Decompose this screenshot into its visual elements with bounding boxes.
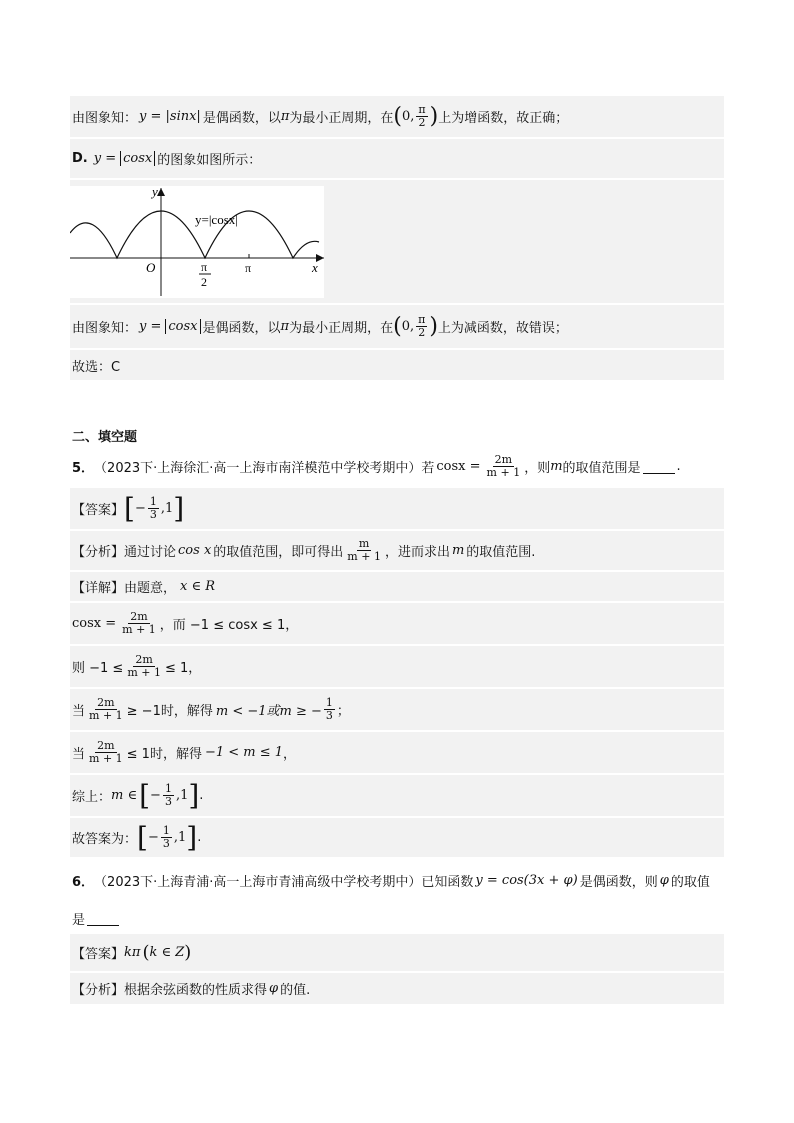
frac-num: 1 [162, 824, 170, 837]
interval-left: 0, [401, 319, 415, 334]
bracket-right: ] [188, 778, 200, 812]
frac-num: 2m [135, 653, 153, 666]
q5-detail [70, 572, 724, 602]
text: 是偶函数，以 [202, 111, 281, 126]
text: 则 −1 ≤ [72, 661, 124, 676]
section-title-text: 二、填空题 [72, 429, 138, 445]
paren-left: ( [393, 103, 402, 129]
frac-den: m + 1 [347, 550, 381, 563]
question-6-line2 [72, 906, 121, 930]
bracket-left: [ [124, 491, 135, 525]
frac-num: m [358, 537, 370, 550]
q-source: （2023下·上海徐汇·高一上海市南洋模范中学校考期中）若 [94, 460, 435, 476]
frac-den: 3 [149, 508, 157, 521]
math-lhs: cosx = [72, 616, 117, 631]
q6-answer [70, 934, 724, 972]
frac-den: m + 1 [486, 465, 521, 479]
math-cos: cos x [178, 543, 212, 558]
fraction [120, 611, 158, 636]
frac-den: m + 1 [127, 666, 161, 679]
q5-analysis [70, 531, 724, 571]
y-label: y [152, 186, 158, 199]
q-number: 6． [72, 874, 95, 890]
math-y: y = [139, 319, 162, 334]
text: 通过讨论 [124, 545, 177, 560]
neg: − [150, 788, 161, 803]
answer-blank [643, 459, 675, 474]
q5-step-1 [70, 603, 724, 645]
label: 【答案】 [72, 947, 125, 962]
frac-num: 2m [97, 696, 115, 709]
math-abs: cosx [165, 319, 200, 334]
fraction [87, 697, 125, 722]
fraction [324, 697, 335, 722]
sec-d-conclusion [70, 305, 724, 349]
rest: ,1 [175, 788, 189, 803]
frac-num: 2m [97, 739, 115, 752]
fraction [125, 654, 163, 679]
text: . [197, 830, 202, 845]
neg: − [134, 501, 146, 516]
rest: ,1 [173, 830, 187, 845]
frac-num: π [418, 313, 426, 326]
fraction [148, 496, 159, 521]
q5-answer [70, 488, 724, 530]
bracket-right: ] [173, 491, 185, 525]
math-sol: m ∈ [111, 788, 138, 803]
label: 【分析】 [72, 983, 125, 998]
text: 是 [72, 912, 86, 928]
text: 的取值范围，即可得出 [213, 545, 344, 560]
x-label: x [312, 260, 318, 275]
text: 是偶函数，则 [579, 874, 658, 890]
neg: − [147, 830, 159, 845]
origin-label: O [146, 260, 156, 275]
math-func: y = cos(3x + φ) [475, 872, 578, 888]
math-var: m [451, 543, 465, 558]
math-value: kπ [124, 945, 141, 960]
text: ≤ 1时，解得 [126, 747, 202, 762]
text: 为最小正周期，在 [289, 321, 394, 336]
frac-num: π [418, 103, 426, 116]
curve-label: y=|cosx| [195, 212, 238, 227]
choose-line [70, 350, 724, 381]
frac-num: 2m [494, 452, 513, 466]
tick-pi-half-den: 2 [201, 275, 207, 289]
fraction [416, 104, 427, 129]
q5-step-2 [70, 646, 724, 688]
text: ； [336, 704, 350, 719]
frac-num: 1 [164, 782, 172, 795]
text: ， [283, 747, 297, 762]
text: 的值. [280, 983, 311, 998]
text: ≤ 1， [164, 661, 202, 676]
frac-den: 2 [418, 116, 426, 129]
text: 当 [72, 747, 86, 762]
paren-right: ) [184, 941, 192, 963]
bracket-right: ] [186, 820, 198, 854]
tick-pi-half-num: π [201, 260, 208, 274]
math-abs: cosx [120, 151, 155, 166]
math-sol: −1 < m ≤ 1 [204, 745, 284, 760]
sec-c-conclusion [70, 96, 724, 138]
text: 当 [72, 704, 86, 719]
text: ，则 [524, 460, 551, 476]
frac-num: 1 [325, 696, 333, 709]
fraction [416, 314, 427, 339]
math-y: y = [93, 151, 117, 166]
frac-den: 3 [325, 709, 333, 722]
math-var: m [550, 458, 563, 474]
question-6 [72, 866, 710, 894]
text: . [676, 458, 681, 474]
fraction [485, 454, 523, 479]
q5-step-4 [70, 732, 724, 774]
tick-pi-label: π [245, 261, 252, 275]
question-5 [72, 446, 681, 486]
fraction [163, 783, 174, 808]
text: 的取值 [670, 874, 710, 890]
text: 由题意， [124, 581, 177, 596]
rest: ,1 [160, 501, 174, 516]
math-cond: k ∈ Z [149, 945, 185, 960]
text: 由图象知： [72, 321, 138, 336]
text: ，而 −1 ≤ cosx ≤ 1， [159, 618, 299, 633]
text: 上为减函数，故错误； [437, 321, 568, 336]
text: 为最小正周期，在 [289, 111, 394, 126]
fraction [161, 825, 172, 850]
paren-left: ( [142, 941, 150, 963]
text: 是偶函数，以 [202, 321, 281, 336]
label: 【详解】 [72, 581, 125, 596]
section-title [72, 425, 137, 445]
q6-analysis [70, 973, 724, 1005]
text: 的取值范围. [466, 545, 536, 560]
math-var: φ [659, 872, 669, 888]
frac-num: 1 [149, 495, 157, 508]
choose-text: 故选：C [72, 359, 121, 375]
paren-right: ) [429, 313, 438, 339]
q-number: 5． [72, 460, 95, 476]
frac-num: 2m [130, 610, 148, 623]
label: 【答案】 [72, 503, 125, 518]
frac-den: m + 1 [89, 752, 123, 765]
text: 的图象如图所示： [157, 153, 262, 168]
math-var: φ [269, 981, 279, 996]
math-func: y = |sinx| [139, 109, 201, 124]
q5-step-6 [70, 818, 724, 858]
text: ，进而求出 [384, 545, 450, 560]
math-lhs: cosx = [436, 458, 481, 474]
q5-step-3 [70, 689, 724, 731]
interval-left: 0, [401, 109, 415, 124]
option-label: D. [72, 151, 88, 166]
fraction [87, 740, 125, 765]
text: . [199, 788, 204, 803]
text: 故答案为： [72, 832, 138, 847]
math-sol: m < −1或m ≥ − [215, 704, 322, 719]
label: 【分析】 [72, 545, 125, 560]
text: 综上： [72, 790, 112, 805]
paren-left: ( [393, 313, 402, 339]
math-pi: π [280, 109, 290, 124]
frac-den: m + 1 [89, 709, 123, 722]
frac-den: 2 [418, 326, 426, 339]
math-pi: π [280, 319, 290, 334]
q5-step-5 [70, 775, 724, 817]
math-cond: x ∈ R [180, 579, 216, 594]
bracket-left: [ [137, 820, 148, 854]
text: 上为增函数，故正确； [438, 111, 569, 126]
frac-den: 3 [164, 795, 172, 808]
bracket-left: [ [139, 778, 151, 812]
q-source: （2023下·上海青浦·高一上海市青浦高级中学校考期中）已知函数 [94, 874, 474, 890]
text: 由图象知： [72, 111, 138, 126]
fraction [345, 538, 383, 563]
text: 的取值范围是 [562, 460, 641, 476]
frac-den: 3 [162, 837, 170, 850]
cos-abs-graph [70, 186, 324, 298]
text: ≥ −1时，解得 [126, 704, 213, 719]
frac-den: m + 1 [122, 623, 156, 636]
answer-blank [87, 911, 119, 926]
paren-right: ) [429, 103, 439, 129]
text: 根据余弦函数的性质求得 [124, 983, 268, 998]
sec-d-heading [70, 139, 724, 179]
